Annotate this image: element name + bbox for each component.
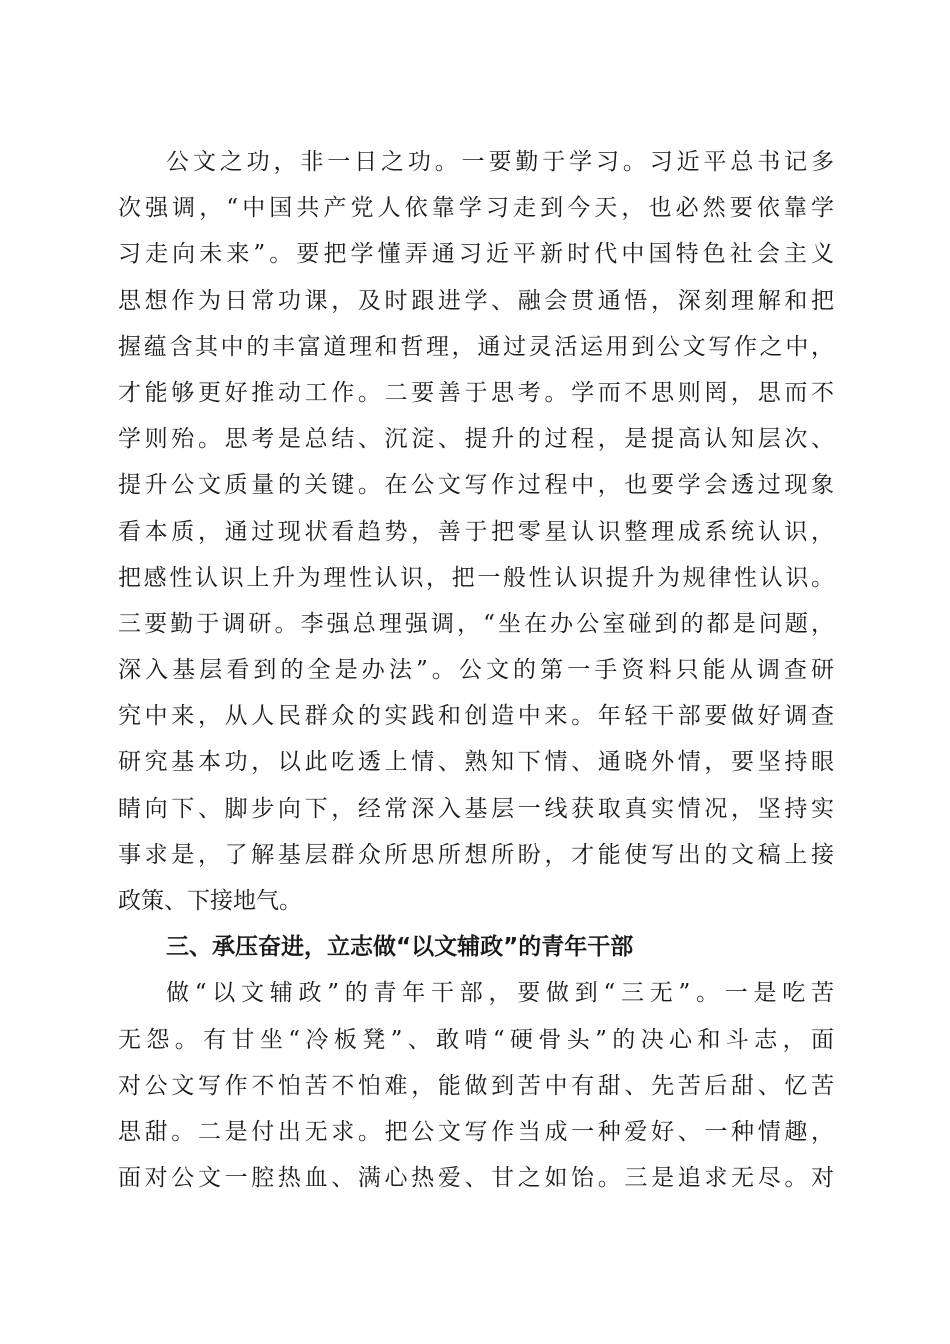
text-line: 面对公文一腔热血、满心热爱、甘之如饴。三是追求无尽。对 — [118, 1165, 834, 1192]
text-line: 思甜。二是付出无求。把公文写作当成一种爱好、一种情趣， — [118, 1118, 834, 1145]
section-heading: 三、承压奋进，立志做“以文辅政”的青年干部 — [166, 934, 634, 961]
text-line: 学则殆。思考是总结、沉淀、提升的过程，是提高认知层次、 — [118, 426, 834, 453]
document-page — [118, 139, 834, 1201]
paragraph-study-think-research — [118, 139, 834, 924]
text-line: 把感性认识上升为理性认识，把一般性认识提升为规律性认识。 — [118, 564, 834, 591]
text-line: 看本质，通过现状看趋势，善于把零星认识整理成系统认识， — [118, 518, 834, 545]
text-line: 究中来，从人民群众的实践和创造中来。年轻干部要做好调查 — [118, 703, 834, 730]
text-line: 对公文写作不怕苦不怕难，能做到苦中有甜、先苦后甜、忆苦 — [118, 1072, 834, 1099]
text-line: 无怨。有甘坐“冷板凳”、敢啃“硬骨头”的决心和斗志，面 — [118, 1026, 834, 1053]
text-line: 次强调，“中国共产党人依靠学习走到今天，也必然要依靠学 — [118, 195, 834, 222]
text-line: 习走向未来”。要把学懂弄通习近平新时代中国特色社会主义 — [118, 241, 834, 268]
text-line: 提升公文质量的关键。在公文写作过程中，也要学会透过现象 — [118, 472, 834, 499]
paragraph-three-no — [118, 970, 834, 1201]
text-line: 做“以文辅政”的青年干部，要做到“三无”。一是吃苦 — [166, 980, 834, 1007]
text-line: 研究基本功，以此吃透上情、熟知下情、通晓外情，要坚持眼 — [118, 749, 834, 776]
text-line: 思想作为日常功课，及时跟进学、融会贯通悟，深刻理解和把 — [118, 287, 834, 314]
text-line: 事求是，了解基层群众所思所想所盼，才能使写出的文稿上接 — [118, 841, 834, 868]
text-line: 才能够更好推动工作。二要善于思考。学而不思则罔，思而不 — [118, 379, 834, 406]
text-line: 睛向下、脚步向下，经常深入基层一线获取真实情况，坚持实 — [118, 795, 834, 822]
text-line: 政策、下接地气。 — [118, 888, 302, 914]
text-line: 三要勤于调研。李强总理强调，“坐在办公室碰到的都是问题， — [118, 610, 834, 637]
text-line: 握蕴含其中的丰富道理和哲理，通过灵活运用到公文写作之中， — [118, 333, 834, 360]
text-line: 公文之功，非一日之功。一要勤于学习。习近平总书记多 — [166, 149, 834, 175]
text-line: 深入基层看到的全是办法”。公文的第一手资料只能从调查研 — [118, 657, 834, 684]
